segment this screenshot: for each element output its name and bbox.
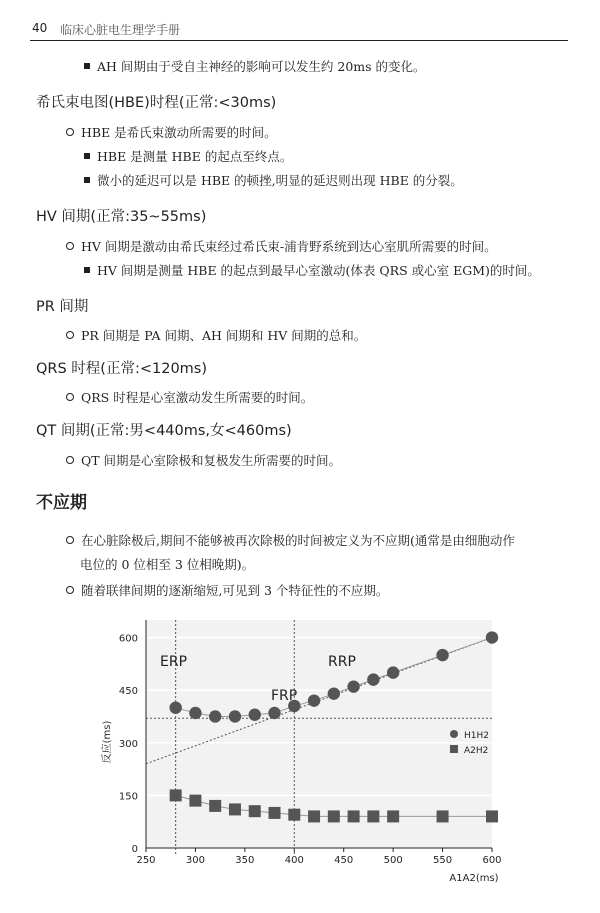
paragraph-line bbox=[66, 238, 497, 256]
legend-label: H1H2 bbox=[464, 731, 489, 741]
page-number: 40 bbox=[32, 21, 48, 35]
book-title: 临床心脏电生理学手册 bbox=[60, 23, 181, 37]
paragraph-line bbox=[84, 58, 426, 76]
data-point-A2H2 bbox=[328, 810, 340, 822]
square-bullet-icon bbox=[84, 177, 90, 183]
data-point-H1H2 bbox=[209, 710, 221, 722]
line-text: 电位的 0 位相至 3 位相晚期)。 bbox=[80, 557, 255, 572]
data-point-A2H2 bbox=[269, 807, 281, 819]
data-point-H1H2 bbox=[268, 707, 280, 719]
data-point-H1H2 bbox=[387, 666, 399, 678]
circle-bullet-icon bbox=[66, 331, 74, 339]
line-text: 微小的延迟可以是 HBE 的顿挫,明显的延迟则出现 HBE 的分裂。 bbox=[97, 173, 463, 188]
line-text: HV 间期(正常:35~55ms) bbox=[36, 209, 207, 225]
data-point-H1H2 bbox=[347, 680, 359, 692]
x-tick-label: 400 bbox=[284, 855, 304, 866]
annotation-label: FRP bbox=[271, 688, 298, 704]
line-text: 在心脏除极后,期间不能够被再次除极的时间被定义为不应期(通常是由细胞动作 bbox=[81, 533, 515, 548]
circle-bullet-icon bbox=[66, 456, 74, 464]
page-header bbox=[30, 18, 568, 41]
x-tick-label: 550 bbox=[433, 855, 453, 866]
data-point-A2H2 bbox=[348, 810, 360, 822]
y-tick-label: 0 bbox=[131, 844, 138, 855]
line-text: 希氏束电图(HBE)时程(正常:<30ms) bbox=[36, 95, 277, 111]
x-tick-label: 350 bbox=[235, 855, 255, 866]
x-tick-label: 250 bbox=[136, 855, 156, 866]
y-tick-label: 450 bbox=[118, 686, 138, 698]
data-point-H1H2 bbox=[486, 631, 498, 643]
data-point-A2H2 bbox=[288, 809, 300, 821]
data-point-A2H2 bbox=[170, 789, 182, 801]
circle-bullet-icon bbox=[66, 586, 74, 594]
line-text: AH 间期由于受自主神经的影响可以发生约 20ms 的变化。 bbox=[97, 59, 426, 74]
line-text: 随着联律间期的逐渐缩短,可见到 3 个特征性的不应期。 bbox=[81, 583, 389, 598]
paragraph-line bbox=[66, 124, 277, 142]
legend-marker bbox=[450, 730, 458, 738]
line-text: HBE 是测量 HBE 的起点至终点。 bbox=[97, 149, 293, 164]
paragraph-line bbox=[84, 172, 463, 190]
data-point-H1H2 bbox=[169, 701, 181, 713]
data-point-H1H2 bbox=[367, 673, 379, 685]
paragraph-line bbox=[80, 556, 254, 574]
legend-marker bbox=[450, 745, 458, 753]
data-point-A2H2 bbox=[229, 803, 241, 815]
square-bullet-icon bbox=[84, 63, 90, 69]
data-point-A2H2 bbox=[387, 810, 399, 822]
legend-label: A2H2 bbox=[464, 746, 489, 756]
line-text: QT 间期(正常:男<440ms,女<460ms) bbox=[36, 423, 292, 439]
line-text: QT 间期是心室除极和复极发生所需要的时间。 bbox=[81, 453, 342, 468]
line-text: HBE 是希氏束激动所需要的时间。 bbox=[81, 125, 277, 140]
paragraph-line bbox=[66, 582, 388, 600]
data-point-A2H2 bbox=[367, 810, 379, 822]
y-axis-label: 反应(ms) bbox=[102, 720, 113, 764]
paragraph-line bbox=[84, 262, 540, 280]
section-subheading bbox=[36, 295, 88, 316]
x-tick-label: 300 bbox=[185, 855, 205, 866]
line-text: HV 间期是测量 HBE 的起点到最早心室激动(体表 QRS 或心室 EGM)的时间。 bbox=[97, 263, 540, 278]
circle-bullet-icon bbox=[66, 128, 74, 136]
section-subheading bbox=[36, 419, 292, 440]
square-bullet-icon bbox=[84, 267, 90, 273]
data-point-H1H2 bbox=[308, 694, 320, 706]
data-point-A2H2 bbox=[189, 795, 201, 807]
x-tick-label: 450 bbox=[334, 855, 354, 866]
data-point-H1H2 bbox=[249, 709, 261, 721]
x-axis-label: A1A2(ms) bbox=[449, 873, 499, 884]
paragraph-line bbox=[84, 148, 292, 166]
circle-bullet-icon bbox=[66, 536, 74, 544]
line-text: QRS 时程是心室激动发生所需要的时间。 bbox=[81, 390, 314, 405]
data-point-H1H2 bbox=[229, 710, 241, 722]
data-point-A2H2 bbox=[209, 800, 221, 812]
paragraph-line bbox=[66, 389, 313, 407]
section-subheading bbox=[36, 91, 276, 112]
paragraph-line bbox=[66, 327, 366, 345]
circle-bullet-icon bbox=[66, 393, 74, 401]
data-point-A2H2 bbox=[486, 810, 498, 822]
line-text: PR 间期 bbox=[36, 299, 89, 315]
refractory-period-chart bbox=[98, 612, 518, 888]
x-tick-label: 500 bbox=[383, 855, 403, 866]
circle-bullet-icon bbox=[66, 242, 74, 250]
line-text: 不应期 bbox=[36, 493, 87, 513]
y-tick-label: 150 bbox=[118, 791, 138, 803]
line-text: QRS 时程(正常:<120ms) bbox=[36, 361, 208, 377]
paragraph-line bbox=[66, 532, 515, 550]
annotation-label: RRP bbox=[328, 654, 356, 670]
data-point-H1H2 bbox=[436, 649, 448, 661]
square-bullet-icon bbox=[84, 153, 90, 159]
paragraph-line bbox=[66, 452, 341, 470]
annotation-label: ERP bbox=[160, 654, 188, 670]
line-text: PR 间期是 PA 间期、AH 间期和 HV 间期的总和。 bbox=[81, 328, 367, 343]
line-text: HV 间期是激动由希氏束经过希氏束-浦肯野系统到达心室肌所需要的时间。 bbox=[81, 239, 497, 254]
data-point-A2H2 bbox=[308, 810, 320, 822]
section-heading bbox=[36, 488, 87, 513]
data-point-A2H2 bbox=[437, 810, 449, 822]
section-subheading bbox=[36, 205, 206, 226]
section-subheading bbox=[36, 357, 207, 378]
data-point-H1H2 bbox=[328, 687, 340, 699]
y-tick-label: 600 bbox=[118, 633, 138, 645]
data-point-H1H2 bbox=[189, 707, 201, 719]
y-tick-label: 300 bbox=[118, 738, 138, 750]
data-point-A2H2 bbox=[249, 805, 261, 817]
x-tick-label: 600 bbox=[482, 855, 502, 866]
